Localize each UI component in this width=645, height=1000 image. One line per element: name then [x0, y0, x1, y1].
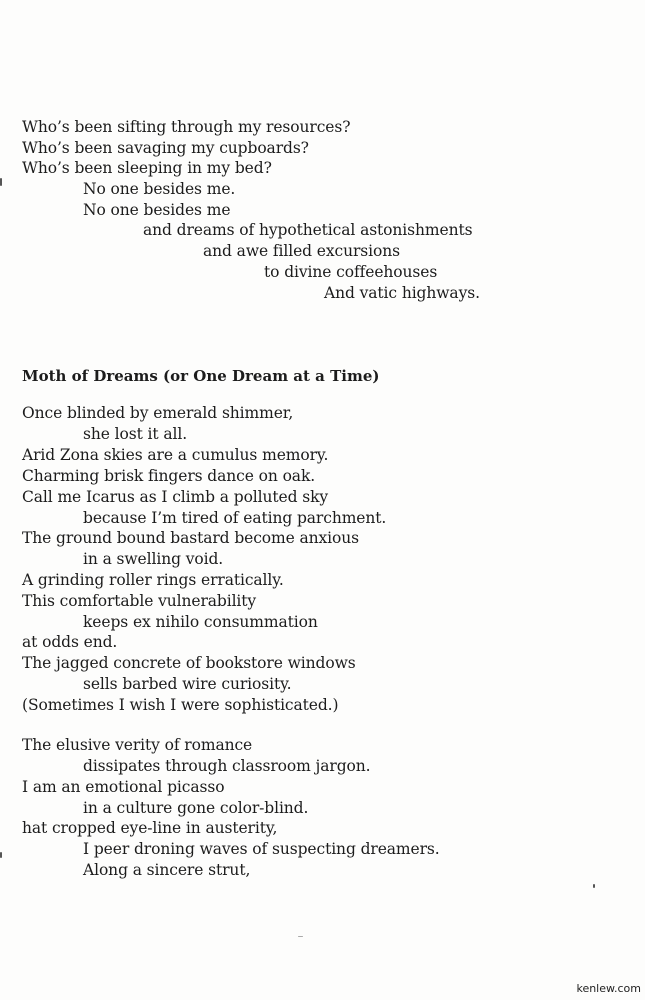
poem-line: Arid Zona skies are a cumulus memory.	[22, 446, 329, 464]
scan-speck	[0, 178, 2, 186]
poem-line: The elusive verity of romance	[22, 736, 253, 754]
poem-line: Call me Icarus as I climb a polluted sky	[22, 488, 329, 506]
poem-line: This comfortable vulnerability	[22, 592, 257, 610]
poem-line: in a culture gone color-blind.	[83, 799, 309, 817]
poem-line: Who’s been savaging my cupboards?	[22, 139, 309, 157]
poem-line: The jagged concrete of bookstore windows	[22, 654, 356, 672]
poem-line: and awe filled excursions	[203, 242, 400, 260]
scan-speck	[298, 936, 303, 937]
poem-line: And vatic highways.	[324, 284, 480, 302]
poem-line: sells barbed wire curiosity.	[83, 675, 292, 693]
poem-title: Moth of Dreams (or One Dream at a Time)	[22, 367, 380, 385]
poem-line: she lost it all.	[83, 425, 188, 443]
poem-line: keeps ex nihilo consummation	[83, 613, 318, 631]
poem-line: (Sometimes I wish I were sophisticated.)	[22, 696, 339, 714]
poem-line: I am an emotional picasso	[22, 778, 225, 796]
poem-line: Who’s been sifting through my resources?	[22, 118, 351, 136]
poem-line: because I’m tired of eating parchment.	[83, 509, 387, 527]
poem-line: A grinding roller rings erratically.	[22, 571, 284, 589]
poem-line: in a swelling void.	[83, 550, 224, 568]
poem-line: dissipates through classroom jargon.	[83, 757, 371, 775]
scan-speck	[593, 884, 595, 888]
poem-line: Along a sincere strut,	[83, 861, 251, 879]
poem-line: hat cropped eye-line in austerity,	[22, 819, 278, 837]
poem-line: and dreams of hypothetical astonishments	[143, 221, 473, 239]
poem-line: at odds end.	[22, 633, 118, 651]
poem-line: Who’s been sleeping in my bed?	[22, 159, 272, 177]
poem-line: The ground bound bastard become anxious	[22, 529, 360, 547]
scan-speck	[0, 852, 2, 858]
poem-line: Once blinded by emerald shimmer,	[22, 404, 294, 422]
poem-line: No one besides me.	[83, 180, 236, 198]
poem-line: to divine coffeehouses	[264, 263, 438, 281]
site-watermark: kenlew.com	[576, 982, 641, 995]
poem-line: I peer droning waves of suspecting dreamers.	[83, 840, 440, 858]
poem-line: No one besides me	[83, 201, 231, 219]
poem-line: Charming brisk fingers dance on oak.	[22, 467, 316, 485]
